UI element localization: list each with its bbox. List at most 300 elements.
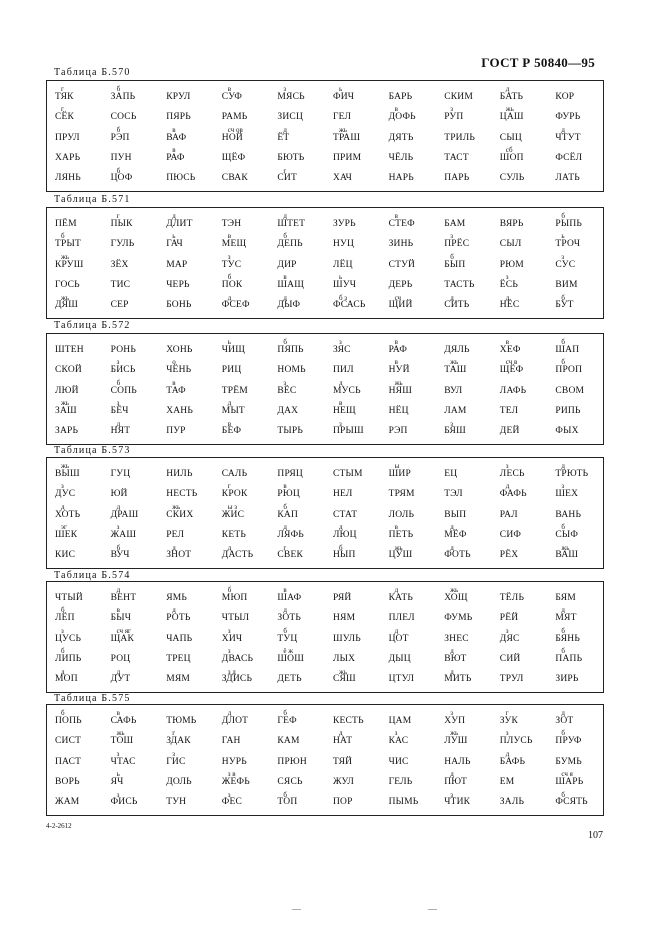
syllable-word: ШАФ	[277, 592, 302, 603]
syllable-word: НУЙ	[388, 365, 410, 376]
syllable-word: ЛУШ	[444, 736, 468, 747]
table-cell	[547, 399, 603, 419]
bottom-dash-left: —	[292, 904, 301, 914]
table-cell	[158, 212, 214, 232]
syllable-word: ЗИНЬ	[388, 239, 414, 250]
superscript-mark: д	[338, 378, 343, 387]
table-cell	[325, 523, 381, 543]
syllable-word: ФУРЬ	[555, 112, 581, 123]
table-cell	[158, 420, 214, 440]
table-cell	[547, 462, 603, 482]
table-cell	[269, 379, 325, 399]
table-cell	[381, 544, 437, 564]
table-cell	[381, 273, 437, 293]
syllable-word: ЗЯС	[332, 344, 351, 355]
superscript-mark: жь	[394, 543, 403, 552]
table-cell	[158, 647, 214, 667]
syllable-word: МУСЬ	[332, 385, 361, 396]
table-cell	[547, 750, 603, 770]
superscript-mark: д	[338, 729, 343, 738]
syllable-word: ТРЮТЬ	[555, 468, 589, 479]
syllable-word: БАМ	[444, 218, 466, 229]
superscript-mark: д	[450, 293, 454, 302]
syllable-word: ГУЛЬ	[110, 239, 135, 250]
syllable-word: СТАТ	[332, 509, 358, 520]
syllable-word: ЗДИСЬ	[221, 674, 253, 685]
syllable-word: ВАШ	[555, 550, 579, 561]
syllable-word: СЫФ	[555, 530, 579, 541]
table-cell	[436, 544, 492, 564]
superscript-mark: ь	[172, 232, 176, 241]
superscript-mark: з	[450, 709, 453, 717]
syllable-word: ЗАПЬ	[110, 91, 136, 102]
superscript-mark: о	[172, 358, 176, 367]
superscript-mark: сч я	[561, 770, 573, 779]
superscript-mark: жь	[394, 378, 403, 387]
table-cell	[47, 729, 103, 749]
syllable-word: ВЫШ	[55, 468, 80, 479]
syllable-word: ТЭЛ	[444, 489, 463, 500]
syllable-word: ТИС	[110, 280, 131, 291]
table-cell	[492, 85, 548, 105]
syllable-word: ТЯЙ	[332, 756, 353, 767]
syllable-word: ЦОТ	[388, 633, 409, 644]
table-cell	[325, 647, 381, 667]
table-cell	[103, 358, 159, 378]
syllable-word: ДАХ	[277, 406, 299, 417]
syllable-word: ПЯПЬ	[277, 344, 304, 355]
syllable-word: ХОТЬ	[55, 509, 81, 520]
table-cell	[103, 586, 159, 606]
table-cell	[325, 606, 381, 626]
superscript-mark: з	[450, 790, 453, 799]
syllable-word: ХАРЬ	[55, 153, 81, 164]
superscript-mark: жь	[450, 358, 459, 367]
syllable-word: ТРЫТ	[55, 239, 81, 250]
syllable-word: ЛАТЬ	[555, 173, 580, 184]
superscript-mark: жь	[61, 399, 70, 408]
syllable-word: ТЁЛЬ	[499, 592, 525, 603]
superscript-mark: з	[116, 523, 120, 532]
page-number: 107	[588, 830, 603, 841]
superscript-mark: д	[505, 85, 510, 93]
table-frame	[46, 207, 604, 319]
syllable-word: НИЛЬ	[166, 468, 193, 479]
table-grid	[47, 212, 603, 314]
table-cell	[269, 523, 325, 543]
table-cell	[269, 212, 325, 232]
syllable-word: КОР	[555, 91, 575, 102]
table-cell	[325, 750, 381, 770]
superscript-mark: д	[283, 606, 287, 615]
superscript-mark: д	[227, 399, 232, 408]
syllable-word: ЛЮЦ	[332, 530, 357, 541]
syllable-word: ДЕРЬ	[388, 280, 413, 291]
table-cell	[436, 729, 492, 749]
table-cell	[269, 126, 325, 146]
table-cell	[103, 647, 159, 667]
superscript-mark: з	[61, 482, 64, 491]
superscript-mark: д	[505, 749, 510, 758]
table-cell	[269, 420, 325, 440]
superscript-mark: б	[61, 232, 65, 241]
syllable-word: ШАП	[555, 344, 580, 355]
superscript-mark: д	[450, 647, 454, 656]
superscript-mark: сб	[505, 146, 513, 155]
table-cell	[214, 750, 270, 770]
syllable-word: СИТ	[277, 173, 297, 184]
table-cell	[381, 399, 437, 419]
table-cell	[47, 462, 103, 482]
syllable-word: ШЕХ	[555, 489, 579, 500]
syllable-word: ВЁС	[277, 385, 297, 396]
syllable-word: ПРЁС	[444, 239, 470, 250]
syllable-word: РЭП	[110, 132, 130, 143]
table-cell	[103, 294, 159, 314]
syllable-word: ЧАПЬ	[166, 633, 193, 644]
syllable-word: ФСЁЛ	[555, 153, 583, 164]
syllable-word: ДЕЙ	[499, 426, 520, 437]
superscript-mark: жь	[450, 729, 459, 738]
syllable-word: ЛАФЬ	[499, 385, 527, 396]
syllable-word: МЫТ	[221, 406, 245, 417]
superscript-mark: в	[283, 273, 287, 282]
table-cell	[547, 294, 603, 314]
superscript-mark: д	[283, 212, 287, 220]
superscript-mark: з д	[227, 667, 236, 676]
table-cell	[547, 503, 603, 523]
table-cell	[436, 358, 492, 378]
syllable-word: ДЯШ	[55, 300, 79, 311]
syllable-word: ХЕФ	[499, 344, 521, 355]
syllable-word: МЯТ	[555, 613, 577, 624]
table-cell	[436, 273, 492, 293]
syllable-word: ФСЯТЬ	[555, 797, 588, 808]
syllable-word: ХОНЬ	[166, 344, 193, 355]
syllable-word: БОНЬ	[166, 300, 192, 311]
syllable-word: КЕСТЬ	[332, 715, 364, 726]
syllable-word: ФСЕФ	[221, 300, 250, 311]
table-cell	[381, 379, 437, 399]
superscript-mark: ы	[394, 462, 400, 470]
syllable-word: ТЯК	[55, 91, 74, 102]
superscript-mark: д	[561, 606, 565, 615]
syllable-word: ЧЁЛЬ	[388, 153, 414, 164]
syllable-word: ДЕТЬ	[277, 674, 302, 685]
syllable-word: СВОМ	[555, 385, 585, 396]
table-cell	[436, 232, 492, 252]
syllable-word: ЦАШ	[499, 112, 524, 123]
superscript-mark: г	[227, 482, 231, 491]
table-cell	[325, 627, 381, 647]
syllable-word: СЫЦ	[499, 132, 522, 143]
table-cell	[103, 791, 159, 811]
superscript-mark: д	[227, 543, 232, 552]
syllable-word: ВЮТ	[444, 654, 467, 665]
table-cell	[492, 770, 548, 790]
table-cell	[436, 167, 492, 187]
table-cell	[436, 750, 492, 770]
superscript-mark: жь	[61, 462, 70, 470]
syllable-word: ХОЩ	[444, 592, 468, 603]
syllable-word: РЁЙ	[499, 613, 519, 624]
table-cell	[492, 791, 548, 811]
superscript-mark: д	[61, 667, 65, 676]
table-cell	[214, 294, 270, 314]
syllable-word: ЕМ	[499, 777, 515, 788]
syllable-word: СКОЙ	[55, 365, 82, 376]
syllable-word: БУМЬ	[555, 756, 582, 767]
syllable-word: ФОТЬ	[444, 550, 471, 561]
table-cell	[269, 647, 325, 667]
table-cell	[325, 212, 381, 232]
superscript-mark: б з	[338, 293, 348, 302]
table-cell	[214, 379, 270, 399]
superscript-mark: б	[561, 523, 565, 532]
syllable-word: ДЕПЬ	[277, 239, 303, 250]
table-cell	[492, 273, 548, 293]
syllable-word: ПАСТ	[55, 756, 82, 767]
superscript-mark: з	[227, 252, 231, 261]
syllable-word: ЁТ	[277, 132, 290, 143]
superscript-mark: д	[172, 212, 176, 220]
table-cell	[214, 212, 270, 232]
syllable-word: РАМЬ	[221, 112, 248, 123]
table-cell	[269, 399, 325, 419]
table-cell	[492, 399, 548, 419]
syllable-word: ФУМЬ	[444, 613, 473, 624]
superscript-mark: д	[450, 543, 454, 552]
table-cell	[103, 544, 159, 564]
table-cell	[103, 709, 159, 729]
superscript-mark: в	[394, 523, 398, 532]
superscript-mark: в	[172, 378, 176, 387]
syllable-word: ТРАШ	[332, 132, 361, 143]
table-cell	[214, 503, 270, 523]
superscript-mark: д	[505, 482, 510, 491]
table-cell	[492, 126, 548, 146]
table-cell	[214, 770, 270, 790]
table-cell	[103, 273, 159, 293]
superscript-mark: в	[116, 709, 120, 717]
table-cell	[158, 750, 214, 770]
table-cell	[158, 253, 214, 273]
syllable-word: НОМЬ	[277, 365, 306, 376]
table-cell	[158, 729, 214, 749]
table-cell	[158, 586, 214, 606]
superscript-mark: в	[505, 338, 510, 346]
table-cell	[325, 544, 381, 564]
table-cell	[547, 523, 603, 543]
syllable-word: ФСАСЬ	[332, 300, 366, 311]
superscript-mark: жь	[61, 293, 70, 302]
table-cell	[492, 105, 548, 125]
syllable-word: БИСЬ	[110, 365, 136, 376]
syllable-word: ЗДАК	[166, 736, 191, 747]
syllable-word: ЧЕРЬ	[166, 280, 190, 291]
table-cell	[269, 462, 325, 482]
table-cell	[325, 503, 381, 523]
superscript-mark: з	[227, 790, 231, 799]
table-cell	[158, 462, 214, 482]
syllable-word: БЫП	[444, 259, 466, 270]
syllable-word: СКИМ	[444, 91, 473, 102]
syllable-word: БЁЧ	[110, 406, 129, 417]
syllable-word: ГОСЬ	[55, 280, 80, 291]
syllable-word: ШТЕН	[55, 344, 84, 355]
superscript-mark: д	[172, 543, 176, 552]
table-frame	[46, 581, 604, 693]
superscript-mark: сч	[394, 293, 402, 302]
superscript-mark: б	[561, 729, 565, 738]
table-cell	[269, 606, 325, 626]
table-cell	[269, 770, 325, 790]
syllable-word: НЯМ	[332, 613, 356, 624]
superscript-mark: д	[450, 667, 454, 676]
syllable-word: КИС	[55, 550, 76, 561]
syllable-word: НЕЛ	[332, 489, 353, 500]
table-cell	[103, 462, 159, 482]
syllable-word: ЦТУЛ	[388, 674, 415, 685]
table-cell	[269, 146, 325, 166]
table-cell	[325, 85, 381, 105]
table-cell	[381, 503, 437, 523]
print-code: 4-2-2612	[46, 822, 72, 830]
syllable-word: НЁЦ	[388, 406, 409, 417]
syllable-word: КРОК	[221, 489, 248, 500]
syllable-word: ТАСТ	[444, 153, 469, 164]
table-cell	[47, 503, 103, 523]
syllable-word: ТАШ	[444, 365, 467, 376]
superscript-mark: б	[283, 338, 287, 346]
table-cell	[214, 85, 270, 105]
superscript-mark: жь	[172, 502, 181, 511]
table-cell	[103, 253, 159, 273]
table-cell	[492, 462, 548, 482]
table-cell	[325, 399, 381, 419]
syllable-word: ХАЧ	[332, 173, 353, 184]
superscript-mark: б	[116, 166, 121, 175]
syllable-word: ЗНЕС	[444, 633, 469, 644]
table-cell	[325, 294, 381, 314]
table-cell	[47, 750, 103, 770]
superscript-mark: д	[283, 125, 287, 134]
table-cell	[325, 420, 381, 440]
table-cell	[214, 232, 270, 252]
table-cell	[325, 668, 381, 688]
syllable-word: СТУЙ	[388, 259, 416, 270]
table-cell	[214, 358, 270, 378]
superscript-mark: д	[561, 709, 565, 717]
syllable-word: МОП	[55, 674, 78, 685]
table-cell	[158, 146, 214, 166]
superscript-mark: жь	[116, 729, 125, 738]
table-cell	[492, 606, 548, 626]
table-cell	[381, 462, 437, 482]
superscript-mark: б	[116, 378, 121, 387]
superscript-mark: д	[116, 667, 121, 676]
syllable-word: РЭП	[388, 426, 408, 437]
superscript-mark: эг	[61, 523, 67, 532]
syllable-word: РАФ	[388, 344, 408, 355]
table-cell	[436, 105, 492, 125]
table-cell	[381, 606, 437, 626]
table-cell	[158, 791, 214, 811]
table-cell	[47, 146, 103, 166]
superscript-mark: г	[505, 709, 509, 717]
table-cell	[269, 750, 325, 770]
table-cell	[214, 544, 270, 564]
table-cell	[214, 126, 270, 146]
table-cell	[381, 750, 437, 770]
syllable-word: СИСТ	[55, 736, 82, 747]
table-cell	[47, 791, 103, 811]
table-cell	[436, 294, 492, 314]
superscript-mark: д	[338, 523, 343, 532]
table-cell	[325, 126, 381, 146]
table-cell	[214, 523, 270, 543]
syllable-word: МЯМ	[166, 674, 191, 685]
superscript-mark: б	[116, 85, 121, 93]
syllable-word: ГАЧ	[166, 239, 183, 250]
table-cell	[47, 544, 103, 564]
superscript-mark: з	[116, 790, 120, 799]
table-cell	[103, 232, 159, 252]
syllable-word: ЗУРЬ	[332, 218, 356, 229]
superscript-mark: сч в	[505, 358, 518, 367]
table-cell	[47, 586, 103, 606]
table-cell	[492, 647, 548, 667]
table-cell	[214, 105, 270, 125]
superscript-mark: д	[227, 293, 232, 302]
syllable-word: ДРАШ	[110, 509, 139, 520]
table-cell	[547, 606, 603, 626]
table-cell	[158, 358, 214, 378]
syllable-word: ПРЫШ	[332, 426, 364, 437]
superscript-mark: з	[116, 399, 120, 408]
superscript-mark: з	[450, 232, 453, 241]
syllable-word: ЛЁП	[55, 613, 75, 624]
table-title: Таблица Б.571	[54, 194, 131, 205]
table-cell	[492, 750, 548, 770]
table-cell	[436, 791, 492, 811]
table-cell	[103, 503, 159, 523]
table-cell	[214, 273, 270, 293]
syllable-word: ГЕЛЬ	[388, 777, 413, 788]
syllable-word: ЗОТ	[555, 715, 574, 726]
table-cell	[436, 85, 492, 105]
superscript-mark: д	[394, 626, 399, 635]
syllable-word: ПРЯЦ	[277, 468, 303, 479]
table-cell	[381, 212, 437, 232]
table-cell	[381, 770, 437, 790]
syllable-word: ЩАК	[110, 633, 134, 644]
table-cell	[381, 709, 437, 729]
table-cell	[436, 420, 492, 440]
table-cell	[436, 212, 492, 232]
table-cell	[492, 338, 548, 358]
syllable-word: БЫЧ	[110, 613, 132, 624]
table-cell	[103, 379, 159, 399]
syllable-word: РОНЬ	[110, 344, 136, 355]
table-cell	[158, 606, 214, 626]
syllable-word: ПОК	[221, 280, 243, 291]
superscript-mark: б	[450, 252, 454, 261]
superscript-mark: ь	[338, 273, 343, 282]
syllable-word: ВЯРЬ	[499, 218, 524, 229]
superscript-mark: жь	[561, 543, 570, 552]
syllable-word: МЁФ	[444, 530, 467, 541]
